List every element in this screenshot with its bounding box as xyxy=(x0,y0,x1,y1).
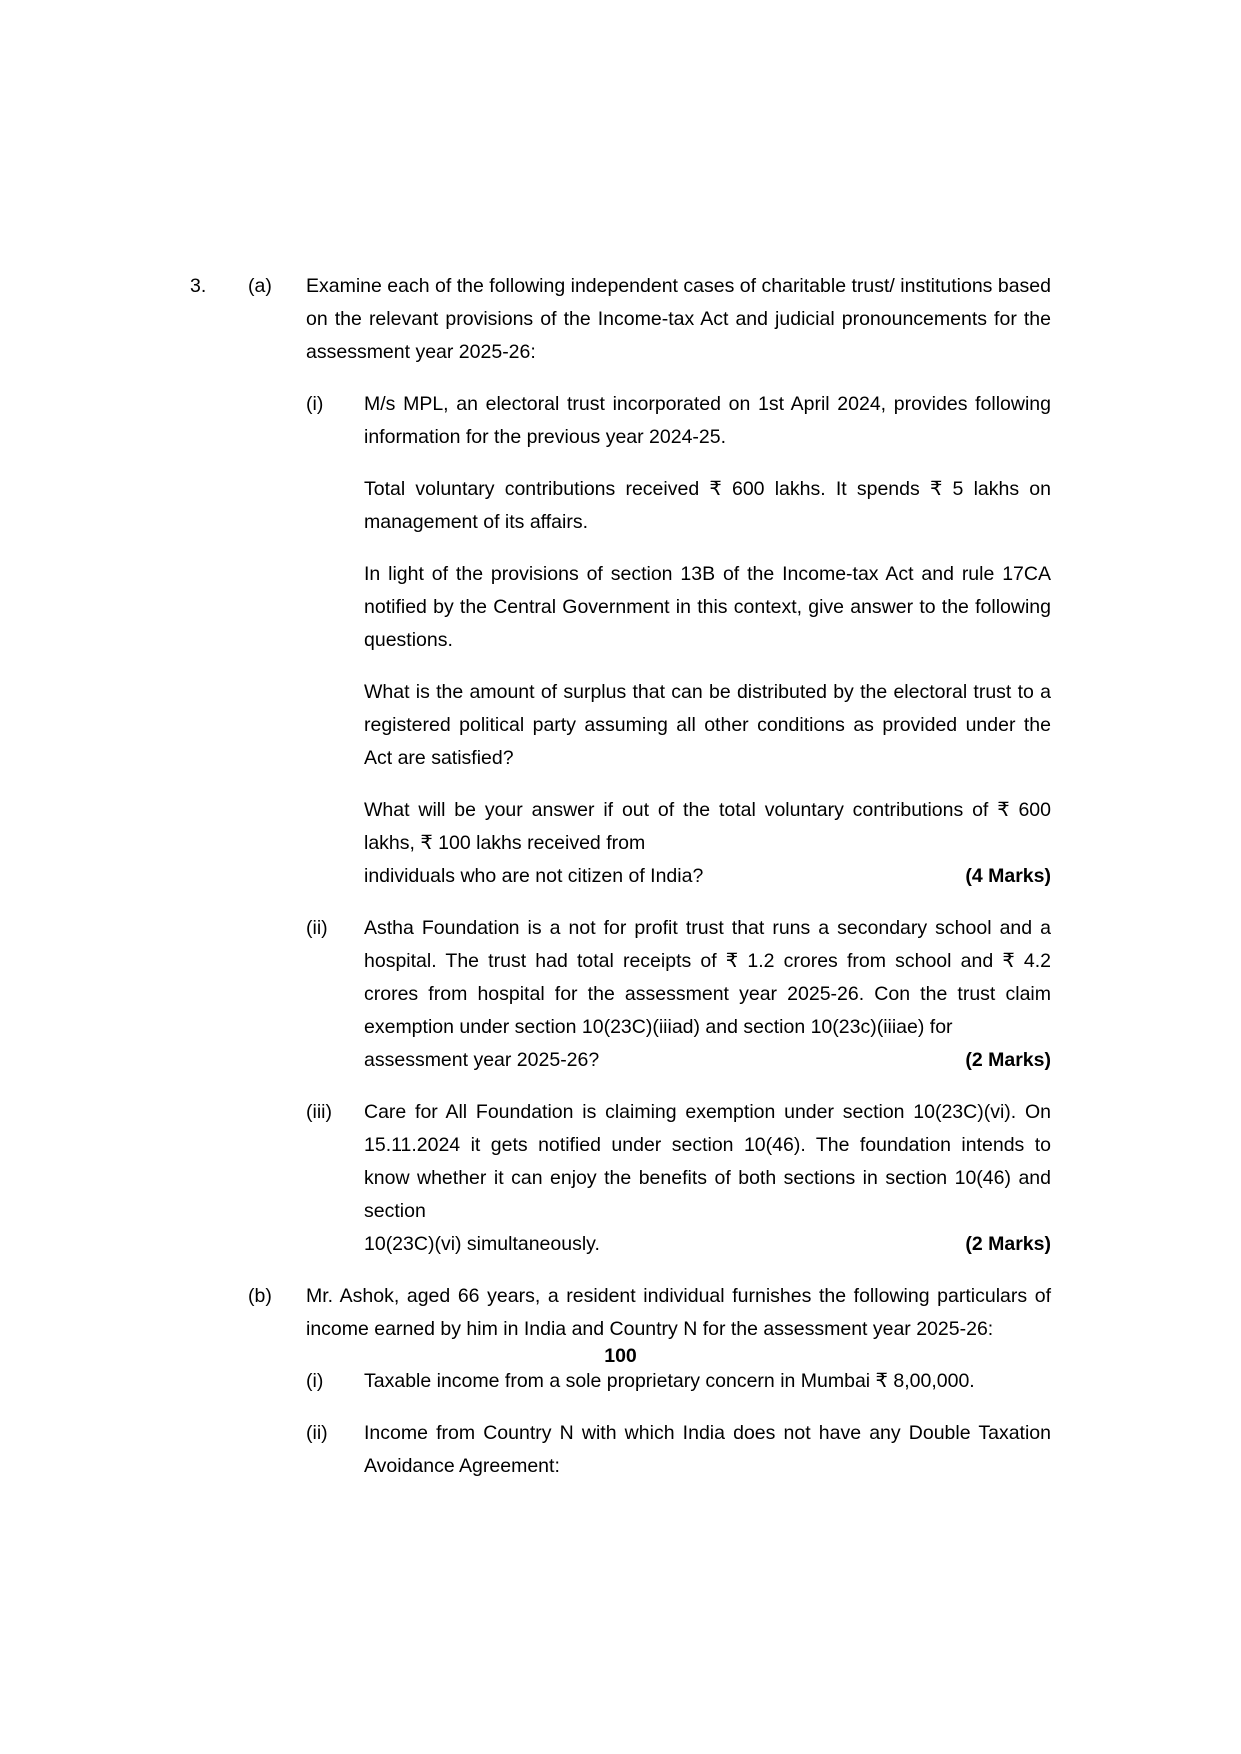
part-a-stem: Examine each of the following independent cases of charitable trust/ institutions based on the relevant provisions of the Income-tax Act and judicial pronouncements for the assessment year 2025-26: xyxy=(306,275,1051,363)
item-a-iii-paragraph-head: Care for All Foundation is claiming exemption under section 10(23C)(vi). On 15.11.2024 it gets notified under section 10(46). The foundation intends to know whether it can enjoy the benefits of both sections in section 10(46) and section xyxy=(364,1101,1051,1222)
item-a-iii-marks: (2 Marks) xyxy=(965,1233,1051,1255)
item-a-ii-paragraph xyxy=(364,912,1051,1077)
item-a-ii xyxy=(306,912,1051,1077)
item-a-i-paragraph-2: Total voluntary contributions received ₹ 600 lakhs. It spends ₹ 5 lakhs on management of its affairs. xyxy=(364,478,1051,533)
item-label-a-iii: (iii) xyxy=(306,1101,332,1123)
item-a-iii-paragraph xyxy=(364,1096,1051,1261)
question-3-part-a xyxy=(190,270,1051,369)
item-b-ii-text: Income from Country N with which India does not have any Double Taxation Avoidance Agreement: xyxy=(364,1422,1051,1477)
part-b-stem: Mr. Ashok, aged 66 years, a resident individual furnishes the following particulars of income earned by him in India and Country N for the assessment year 2025-26: xyxy=(306,1285,1051,1340)
item-label-b-i: (i) xyxy=(306,1370,324,1392)
question-number: 3. xyxy=(190,275,207,297)
item-label-a-ii: (ii) xyxy=(306,917,328,939)
item-a-i-paragraph-5 xyxy=(364,794,1051,893)
item-a-iii-paragraph-tail: 10(23C)(vi) simultaneously. xyxy=(364,1233,600,1255)
item-a-i-paragraph-5-head: What will be your answer if out of the total voluntary contributions of ₹ 600 lakhs, ₹ 100 lakhs received from xyxy=(364,799,1051,854)
part-label-b: (b) xyxy=(248,1285,272,1307)
item-a-i-marks: (4 Marks) xyxy=(965,865,1051,887)
item-a-iii xyxy=(306,1096,1051,1261)
item-b-ii xyxy=(306,1417,1051,1483)
item-a-i-paragraph-3: In light of the provisions of section 13B of the Income-tax Act and rule 17CA notified by the Central Government in this context, give answer to the following questions. xyxy=(364,563,1051,651)
item-b-i xyxy=(306,1365,1051,1398)
item-a-i xyxy=(306,388,1051,893)
item-a-i-paragraph-5-tail: individuals who are not citizen of India? xyxy=(364,865,704,887)
item-a-ii-paragraph-head: Astha Foundation is a not for profit trust that runs a secondary school and a hospital. The trust had total receipts of ₹ 1.2 crores from school and ₹ 4.2 crores from hospital for the assessment year 2025-26. Con the trust claim exemption under section 10(23C)(iiiad) and section 10(23c)(iiiae) for xyxy=(364,917,1051,1038)
item-a-ii-paragraph-tail: assessment year 2025-26? xyxy=(364,1049,600,1071)
item-label-a-i: (i) xyxy=(306,393,324,415)
page-number: 100 xyxy=(604,1345,637,1367)
item-a-ii-marks: (2 Marks) xyxy=(965,1049,1051,1071)
part-label-a: (a) xyxy=(248,275,272,297)
item-b-i-text: Taxable income from a sole proprietary concern in Mumbai ₹ 8,00,000. xyxy=(364,1370,975,1392)
item-label-b-ii: (ii) xyxy=(306,1422,328,1444)
question-3-part-b xyxy=(190,1280,1051,1346)
item-a-i-paragraph-1: M/s MPL, an electoral trust incorporated on 1st April 2024, provides following information for the previous year 2024-25. xyxy=(364,393,1051,448)
item-a-i-paragraph-4: What is the amount of surplus that can be distributed by the electoral trust to a registered political party assuming all other conditions as provided under the Act are satisfied? xyxy=(364,681,1051,769)
